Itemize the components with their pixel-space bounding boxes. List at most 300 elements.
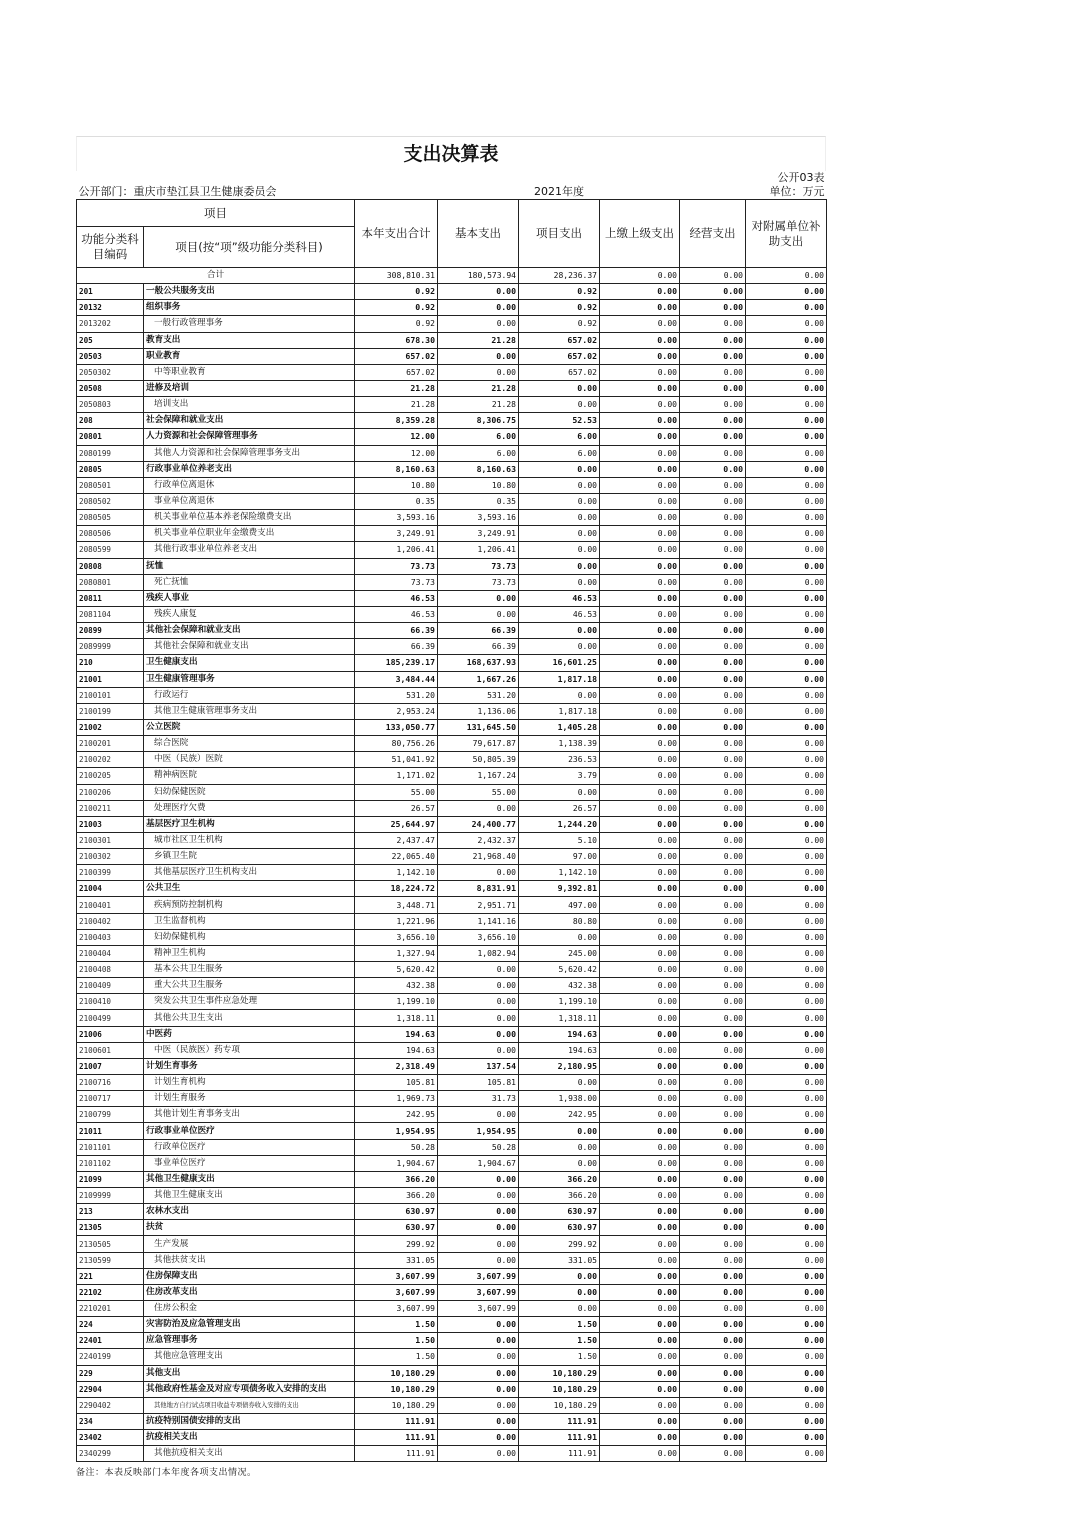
row-value: 366.20 [519, 1188, 600, 1204]
row-value: 25,644.97 [355, 816, 438, 832]
total-cell: 28,236.37 [519, 268, 600, 284]
row-value: 0.00 [519, 380, 600, 396]
row-name: 其他卫生健康管理事务支出 [144, 703, 355, 719]
table-row [77, 945, 827, 961]
row-name: 其他抗疫相关支出 [144, 1446, 355, 1462]
row-value: 0.00 [746, 655, 827, 671]
row-value: 0.00 [600, 1188, 680, 1204]
table-row [77, 897, 827, 913]
row-code: 2080599 [77, 542, 144, 558]
row-value: 0.00 [600, 364, 680, 380]
row-name: 行政事业单位医疗 [144, 1123, 355, 1139]
row-value: 0.00 [600, 1123, 680, 1139]
row-value: 0.00 [600, 768, 680, 784]
row-name: 精神卫生机构 [144, 945, 355, 961]
row-value: 2,180.95 [519, 1058, 600, 1074]
row-value: 0.00 [519, 558, 600, 574]
header-upper: 上缴上级支出 [600, 200, 680, 268]
row-value: 0.00 [438, 1188, 519, 1204]
row-value: 0.00 [746, 413, 827, 429]
table-row [77, 687, 827, 703]
row-value: 657.02 [355, 364, 438, 380]
row-value: 0.00 [519, 510, 600, 526]
row-value: 0.00 [438, 1413, 519, 1429]
row-code: 2100404 [77, 945, 144, 961]
table-row [77, 542, 827, 558]
row-value: 0.00 [746, 542, 827, 558]
row-value: 0.92 [355, 300, 438, 316]
row-code: 201 [77, 284, 144, 300]
table-row [77, 1188, 827, 1204]
row-code: 2100205 [77, 768, 144, 784]
table-row [77, 284, 827, 300]
table-row [77, 881, 827, 897]
row-value: 0.00 [519, 461, 600, 477]
row-value: 0.00 [746, 558, 827, 574]
row-value: 0.00 [746, 364, 827, 380]
row-value: 0.00 [680, 606, 746, 622]
row-value: 0.00 [600, 639, 680, 655]
row-value: 657.02 [519, 348, 600, 364]
row-name: 抚恤 [144, 558, 355, 574]
row-value: 0.00 [438, 284, 519, 300]
row-value: 0.00 [746, 962, 827, 978]
row-value: 0.00 [680, 510, 746, 526]
row-code: 2100301 [77, 832, 144, 848]
row-code: 21099 [77, 1171, 144, 1187]
row-value: 0.00 [746, 1430, 827, 1446]
row-value: 21.28 [438, 380, 519, 396]
row-code: 2100716 [77, 1075, 144, 1091]
row-value: 0.00 [680, 1220, 746, 1236]
row-name: 进修及培训 [144, 380, 355, 396]
table-row [77, 639, 827, 655]
row-value: 3,607.99 [438, 1268, 519, 1284]
row-value: 0.00 [438, 1252, 519, 1268]
row-value: 0.00 [680, 1107, 746, 1123]
row-value: 0.00 [600, 994, 680, 1010]
row-code: 2100206 [77, 784, 144, 800]
table-row [77, 1430, 827, 1446]
table-row [77, 1091, 827, 1107]
row-name: 其他社会保障和就业支出 [144, 623, 355, 639]
row-value: 0.00 [680, 1268, 746, 1284]
row-value: 0.00 [746, 477, 827, 493]
row-value: 0.00 [438, 800, 519, 816]
row-value: 18,224.72 [355, 881, 438, 897]
row-value: 0.00 [746, 590, 827, 606]
table-row [77, 736, 827, 752]
table-row [77, 655, 827, 671]
row-code: 229 [77, 1365, 144, 1381]
row-value: 105.81 [355, 1075, 438, 1091]
row-name: 其他行政事业单位养老支出 [144, 542, 355, 558]
row-value: 0.00 [746, 881, 827, 897]
row-value: 0.00 [746, 736, 827, 752]
row-value: 0.00 [519, 784, 600, 800]
table-row [77, 429, 827, 445]
row-value: 299.92 [355, 1236, 438, 1252]
row-value: 0.00 [680, 897, 746, 913]
row-value: 331.05 [519, 1252, 600, 1268]
row-value: 5,620.42 [355, 962, 438, 978]
row-value: 6.00 [519, 445, 600, 461]
row-value: 0.00 [438, 1446, 519, 1462]
row-value: 0.00 [600, 1155, 680, 1171]
row-name: 中医（民族医）药专项 [144, 1042, 355, 1058]
row-value: 0.00 [746, 1349, 827, 1365]
row-value: 0.00 [600, 445, 680, 461]
row-value: 0.00 [680, 364, 746, 380]
row-value: 0.00 [680, 445, 746, 461]
row-code: 2100211 [77, 800, 144, 816]
row-value: 80.80 [519, 913, 600, 929]
row-value: 0.00 [680, 493, 746, 509]
row-code: 2100302 [77, 849, 144, 865]
header-basic: 基本支出 [438, 200, 519, 268]
row-name: 突发公共卫生事件应急处理 [144, 994, 355, 1010]
row-code: 2101102 [77, 1155, 144, 1171]
row-value: 21,968.40 [438, 849, 519, 865]
row-code: 2100717 [77, 1091, 144, 1107]
row-value: 0.00 [600, 913, 680, 929]
row-value: 0.00 [600, 671, 680, 687]
row-value: 0.00 [746, 445, 827, 461]
row-code: 2080199 [77, 445, 144, 461]
table-row [77, 1381, 827, 1397]
row-value: 1,954.95 [438, 1123, 519, 1139]
row-value: 0.00 [600, 1317, 680, 1333]
row-value: 0.00 [600, 1413, 680, 1429]
row-value: 10,180.29 [355, 1397, 438, 1413]
row-value: 0.00 [680, 1397, 746, 1413]
row-value: 3.79 [519, 768, 600, 784]
row-name: 事业单位离退休 [144, 493, 355, 509]
row-value: 194.63 [355, 1042, 438, 1058]
row-value: 0.00 [746, 574, 827, 590]
table-row [77, 719, 827, 735]
header-operation: 经营支出 [680, 200, 746, 268]
row-value: 0.00 [600, 1075, 680, 1091]
total-row [77, 268, 827, 284]
row-value: 1,244.20 [519, 816, 600, 832]
row-value: 0.00 [438, 316, 519, 332]
row-value: 1,082.94 [438, 945, 519, 961]
row-value: 0.00 [600, 461, 680, 477]
row-value: 0.00 [746, 1091, 827, 1107]
row-value: 236.53 [519, 752, 600, 768]
row-value: 657.02 [519, 332, 600, 348]
row-value: 0.00 [680, 1139, 746, 1155]
row-value: 3,484.44 [355, 671, 438, 687]
row-value: 657.02 [355, 348, 438, 364]
row-value: 8,306.75 [438, 413, 519, 429]
row-value: 0.00 [600, 477, 680, 493]
row-value: 3,656.10 [355, 929, 438, 945]
row-value: 0.00 [746, 316, 827, 332]
table-row [77, 1171, 827, 1187]
row-name: 人力资源和社会保障管理事务 [144, 429, 355, 445]
row-value: 0.00 [680, 1381, 746, 1397]
row-value: 0.00 [438, 348, 519, 364]
row-value: 0.00 [600, 736, 680, 752]
row-name: 重大公共卫生服务 [144, 978, 355, 994]
row-value: 0.00 [746, 1123, 827, 1139]
row-value: 0.00 [600, 865, 680, 881]
row-value: 2,951.71 [438, 897, 519, 913]
row-value: 0.00 [746, 1107, 827, 1123]
row-value: 0.00 [600, 1026, 680, 1042]
row-value: 0.00 [680, 816, 746, 832]
row-code: 2050302 [77, 364, 144, 380]
row-value: 657.02 [519, 364, 600, 380]
row-name: 生产发展 [144, 1236, 355, 1252]
row-value: 0.00 [746, 1397, 827, 1413]
row-code: 213 [77, 1204, 144, 1220]
table-row [77, 380, 827, 396]
row-code: 2100402 [77, 913, 144, 929]
row-value: 0.00 [680, 1058, 746, 1074]
row-value: 6.00 [519, 429, 600, 445]
row-value: 0.00 [680, 639, 746, 655]
row-value: 0.00 [438, 1430, 519, 1446]
table-row [77, 1155, 827, 1171]
row-value: 0.00 [519, 477, 600, 493]
remark-note: 备注：本表反映部门本年度各项支出情况。 [76, 1468, 257, 1479]
row-value: 3,607.99 [355, 1268, 438, 1284]
row-name: 疾病预防控制机构 [144, 897, 355, 913]
row-value: 0.00 [600, 429, 680, 445]
row-code: 21305 [77, 1220, 144, 1236]
row-value: 0.00 [600, 1333, 680, 1349]
row-value: 1,206.41 [438, 542, 519, 558]
table-row [77, 526, 827, 542]
row-name: 残疾人康复 [144, 606, 355, 622]
row-value: 0.00 [746, 832, 827, 848]
row-code: 2100401 [77, 897, 144, 913]
row-value: 1,138.39 [519, 736, 600, 752]
row-value: 0.00 [746, 703, 827, 719]
table-row [77, 1026, 827, 1042]
row-code: 21004 [77, 881, 144, 897]
row-value: 194.63 [519, 1026, 600, 1042]
row-value: 0.00 [746, 849, 827, 865]
row-value: 21.28 [355, 397, 438, 413]
row-value: 531.20 [355, 687, 438, 703]
row-value: 0.00 [746, 1381, 827, 1397]
row-value: 0.00 [600, 493, 680, 509]
row-value: 0.00 [746, 510, 827, 526]
row-value: 3,607.99 [355, 1301, 438, 1317]
table-row [77, 784, 827, 800]
row-code: 2210201 [77, 1301, 144, 1317]
table-number: 公开03表 [777, 171, 825, 184]
row-value: 0.00 [680, 1026, 746, 1042]
row-value: 0.00 [438, 1220, 519, 1236]
row-value: 12.00 [355, 445, 438, 461]
row-value: 0.00 [680, 380, 746, 396]
row-value: 0.00 [746, 606, 827, 622]
row-value: 0.00 [680, 1333, 746, 1349]
row-value: 366.20 [519, 1171, 600, 1187]
row-value: 0.00 [680, 1301, 746, 1317]
row-value: 0.00 [438, 1381, 519, 1397]
row-value: 3,607.99 [438, 1284, 519, 1300]
total-cell: 0.00 [680, 268, 746, 284]
row-value: 0.00 [746, 429, 827, 445]
row-code: 22401 [77, 1333, 144, 1349]
row-code: 2130505 [77, 1236, 144, 1252]
table-row [77, 1268, 827, 1284]
row-value: 0.00 [600, 332, 680, 348]
row-code: 2081104 [77, 606, 144, 622]
table-row [77, 1284, 827, 1300]
row-name: 卫生健康管理事务 [144, 671, 355, 687]
table-row [77, 865, 827, 881]
row-value: 0.00 [600, 881, 680, 897]
row-value: 0.00 [600, 897, 680, 913]
table-row [77, 849, 827, 865]
row-value: 111.91 [355, 1413, 438, 1429]
row-value: 0.00 [438, 1317, 519, 1333]
row-code: 2100399 [77, 865, 144, 881]
row-value: 0.00 [600, 1397, 680, 1413]
row-value: 2,437.47 [355, 832, 438, 848]
row-value: 0.00 [600, 655, 680, 671]
row-value: 1,954.95 [355, 1123, 438, 1139]
row-value: 0.00 [680, 574, 746, 590]
row-value: 3,593.16 [355, 510, 438, 526]
total-label: 合计 [77, 268, 355, 284]
row-value: 1,318.11 [355, 1010, 438, 1026]
row-value: 0.00 [438, 606, 519, 622]
row-value: 0.00 [600, 752, 680, 768]
row-value: 0.00 [680, 962, 746, 978]
row-value: 0.00 [600, 1301, 680, 1317]
table-row [77, 300, 827, 316]
table-row [77, 1252, 827, 1268]
row-value: 73.73 [355, 574, 438, 590]
row-value: 0.00 [746, 1075, 827, 1091]
row-value: 0.00 [600, 1091, 680, 1107]
row-value: 0.00 [600, 1042, 680, 1058]
row-value: 0.35 [355, 493, 438, 509]
row-value: 1,904.67 [355, 1155, 438, 1171]
table-row [77, 800, 827, 816]
row-code: 20132 [77, 300, 144, 316]
table-row [77, 1042, 827, 1058]
row-value: 0.92 [519, 284, 600, 300]
row-value: 366.20 [355, 1188, 438, 1204]
year-label: 2021年度 [519, 185, 600, 200]
row-code: 21001 [77, 671, 144, 687]
row-value: 0.00 [680, 800, 746, 816]
row-value: 0.00 [438, 1204, 519, 1220]
row-name: 机关事业单位基本养老保险缴费支出 [144, 510, 355, 526]
table-row [77, 994, 827, 1010]
row-value: 50.28 [438, 1139, 519, 1155]
row-value: 1,904.67 [438, 1155, 519, 1171]
row-value: 0.00 [746, 752, 827, 768]
page-title: 支出决算表 [76, 136, 826, 171]
row-value: 0.00 [680, 994, 746, 1010]
row-code: 2080506 [77, 526, 144, 542]
row-value: 0.00 [680, 542, 746, 558]
table-row [77, 364, 827, 380]
row-value: 0.00 [746, 897, 827, 913]
row-value: 0.00 [680, 316, 746, 332]
row-code: 21002 [77, 719, 144, 735]
row-name: 中医（民族）医院 [144, 752, 355, 768]
row-value: 1,969.73 [355, 1091, 438, 1107]
table-row [77, 477, 827, 493]
row-value: 9,392.81 [519, 881, 600, 897]
row-value: 111.91 [519, 1430, 600, 1446]
row-value: 0.00 [519, 1139, 600, 1155]
row-value: 0.00 [600, 542, 680, 558]
row-value: 0.00 [746, 1042, 827, 1058]
row-value: 0.00 [438, 1236, 519, 1252]
table-row [77, 493, 827, 509]
row-value: 531.20 [438, 687, 519, 703]
row-value: 10,180.29 [355, 1381, 438, 1397]
row-value: 0.00 [680, 736, 746, 752]
row-value: 0.00 [438, 994, 519, 1010]
table-row [77, 1204, 827, 1220]
row-value: 0.00 [600, 1430, 680, 1446]
row-value: 73.73 [438, 574, 519, 590]
row-value: 80,756.26 [355, 736, 438, 752]
row-value: 0.00 [600, 574, 680, 590]
row-value: 0.00 [746, 929, 827, 945]
row-value: 0.00 [680, 461, 746, 477]
row-value: 0.00 [600, 380, 680, 396]
row-value: 133,050.77 [355, 719, 438, 735]
row-code: 208 [77, 413, 144, 429]
row-value: 0.00 [680, 1042, 746, 1058]
row-value: 0.00 [600, 832, 680, 848]
row-name: 城市社区卫生机构 [144, 832, 355, 848]
row-value: 0.00 [680, 1446, 746, 1462]
row-name: 计划生育事务 [144, 1058, 355, 1074]
row-value: 0.00 [600, 300, 680, 316]
row-value: 0.00 [746, 397, 827, 413]
row-value: 0.00 [519, 526, 600, 542]
row-code: 2080505 [77, 510, 144, 526]
row-value: 168,637.93 [438, 655, 519, 671]
row-value: 1.50 [519, 1317, 600, 1333]
row-value: 0.00 [438, 1349, 519, 1365]
row-value: 0.00 [680, 1252, 746, 1268]
row-value: 1,405.28 [519, 719, 600, 735]
row-code: 20811 [77, 590, 144, 606]
row-value: 0.00 [680, 1075, 746, 1091]
row-value: 10.80 [355, 477, 438, 493]
row-value: 3,593.16 [438, 510, 519, 526]
row-name: 事业单位医疗 [144, 1155, 355, 1171]
row-code: 2100201 [77, 736, 144, 752]
table-row [77, 445, 827, 461]
row-code: 21006 [77, 1026, 144, 1042]
row-value: 0.00 [680, 687, 746, 703]
table-row [77, 1075, 827, 1091]
row-value: 0.00 [746, 332, 827, 348]
row-value: 0.00 [680, 1349, 746, 1365]
row-value: 26.57 [355, 800, 438, 816]
row-value: 0.00 [600, 1268, 680, 1284]
row-value: 0.00 [746, 671, 827, 687]
row-value: 111.91 [519, 1413, 600, 1429]
